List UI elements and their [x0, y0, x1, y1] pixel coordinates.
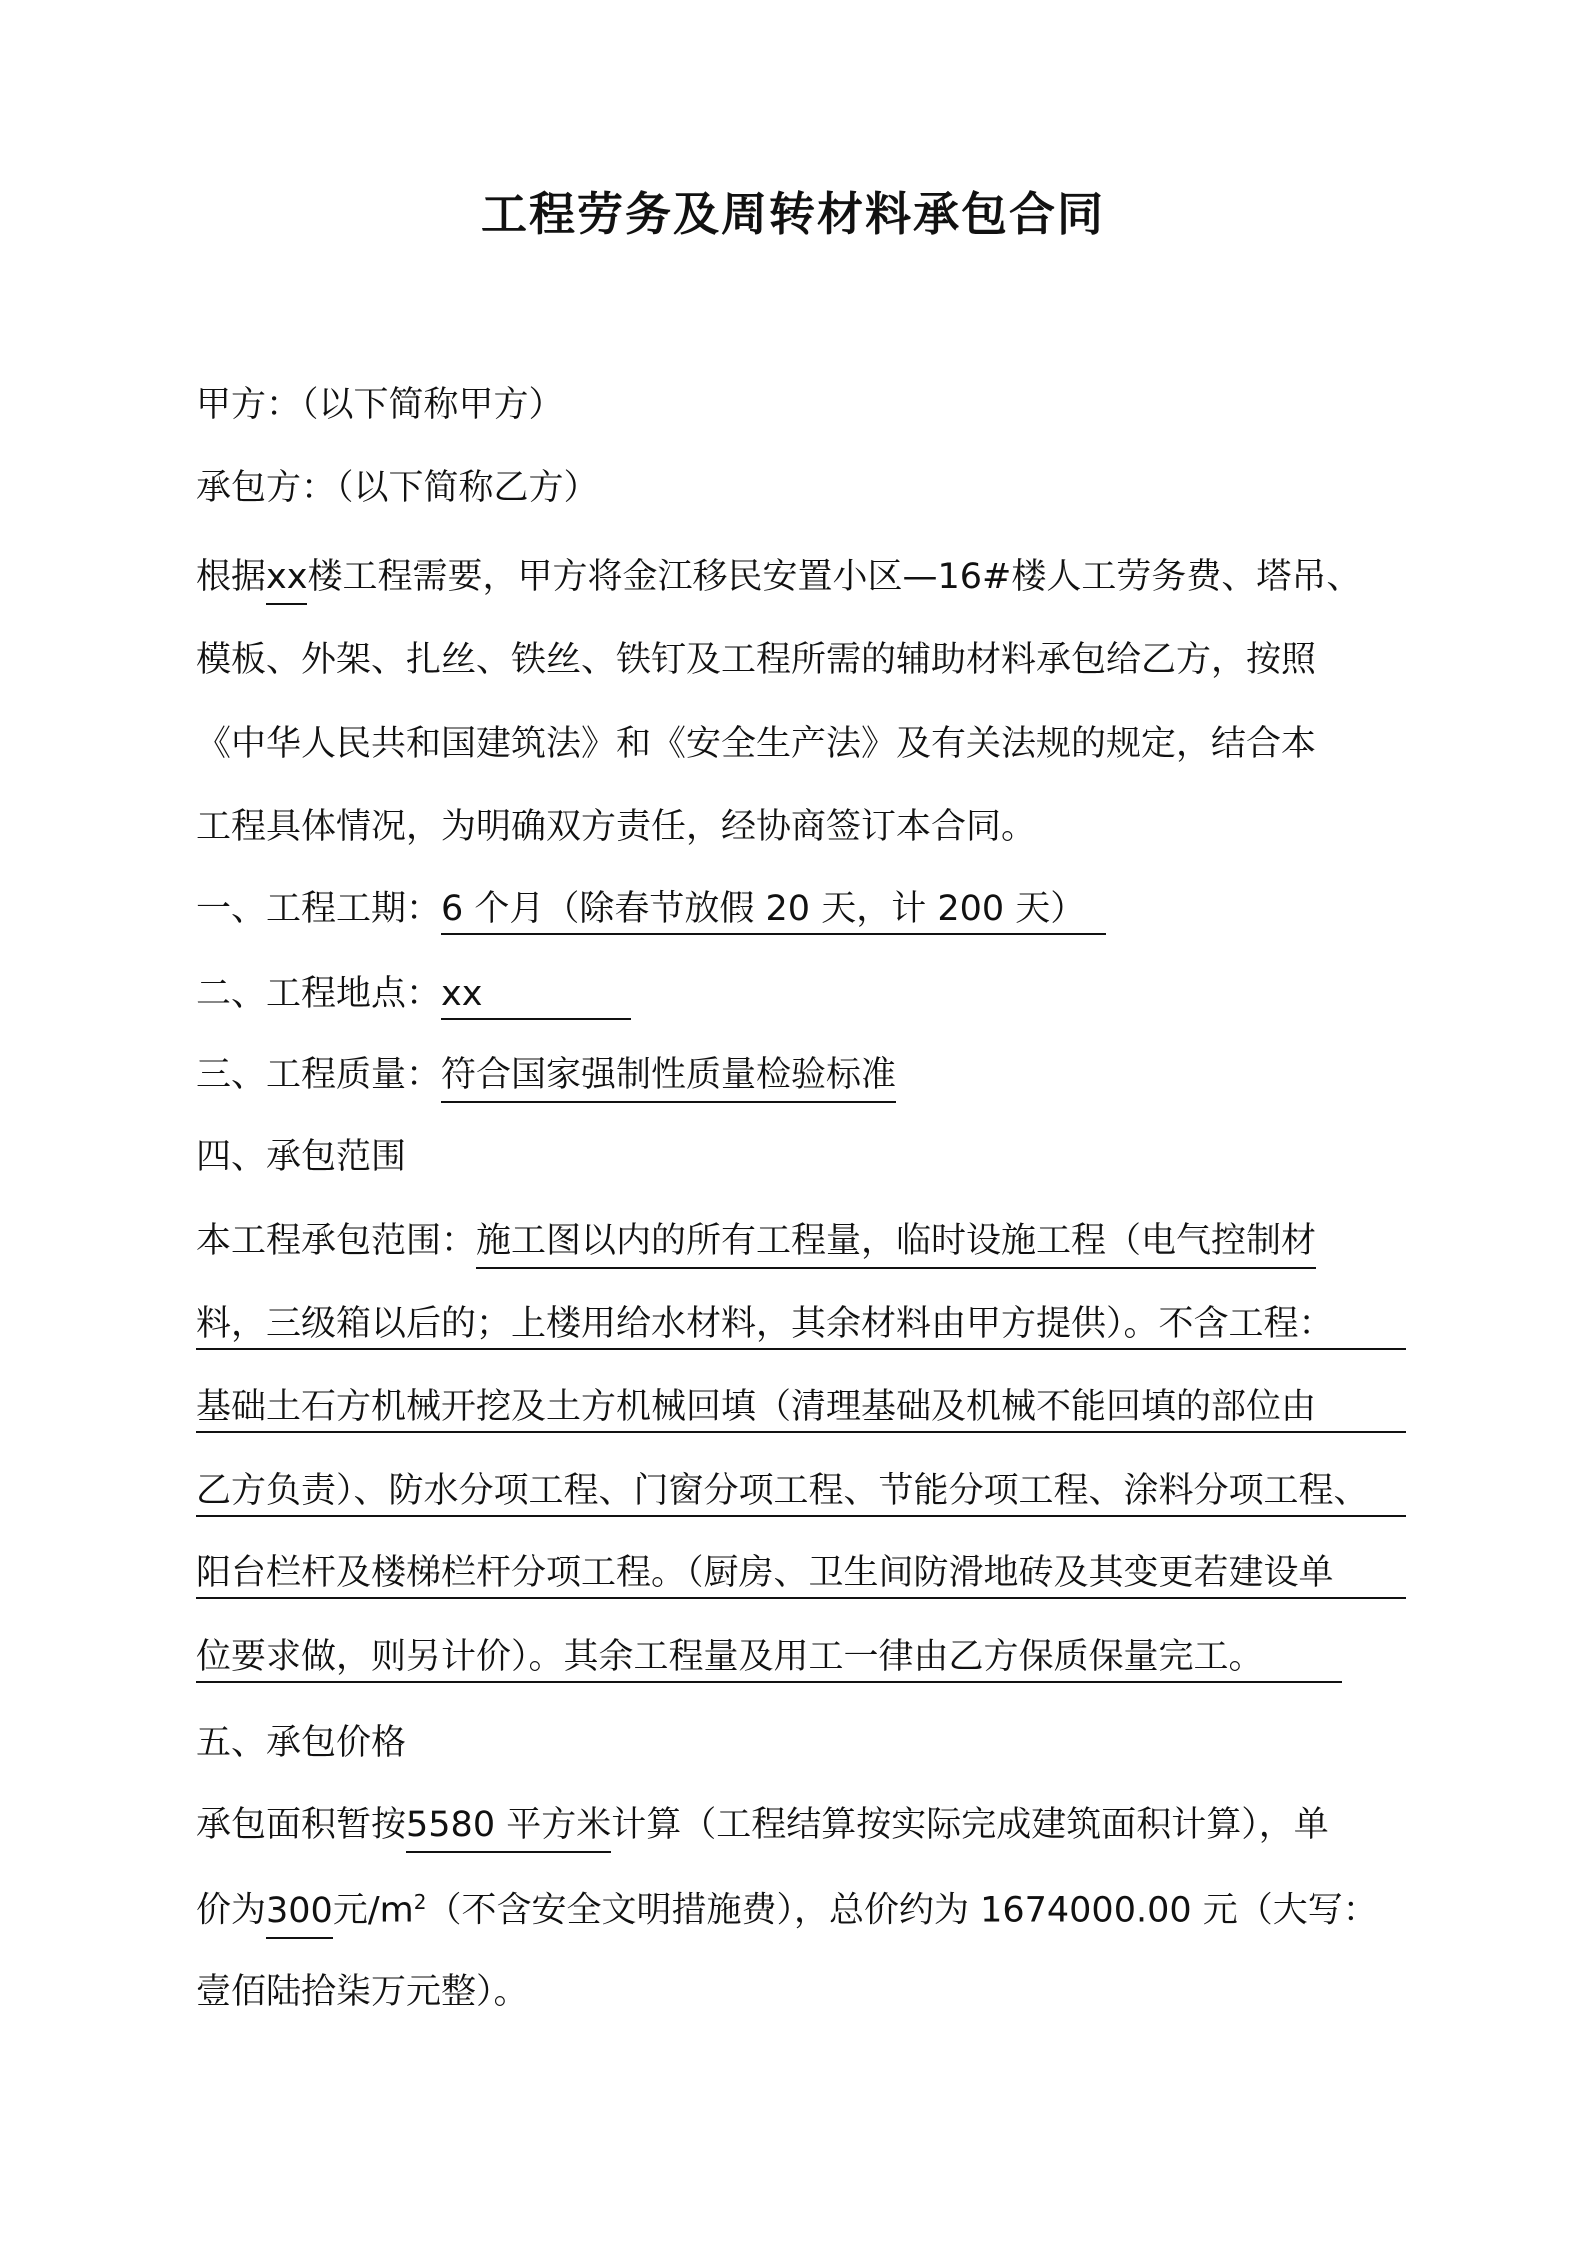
section-4-heading: 四、承包范围	[196, 1137, 407, 1177]
section-4-line-1	[196, 1221, 1406, 1261]
party-a-line: 甲方：（以下简称甲方）	[196, 385, 564, 425]
section-5-unit-sup: 2	[413, 1890, 427, 1914]
section-1-period	[196, 889, 1406, 935]
section-5-heading: 五、承包价格	[196, 1723, 407, 1763]
section-5-line-2	[196, 1892, 1406, 1929]
section-4-line-2-text: 料，三级箱以后的；上楼用给水材料，其余材料由甲方提供）。不含工程：	[196, 1307, 1406, 1350]
page-title: 工程劳务及周转材料承包合同	[481, 187, 1105, 241]
intro-line-1	[196, 557, 1406, 597]
section-4-line-5-text: 阳台栏杆及楼梯栏杆分项工程。（厨房、卫生间防滑地砖及其变更若建设单	[196, 1556, 1406, 1599]
section-5-line-3: 壹佰陆拾柒万元整）。	[196, 1972, 529, 2012]
section-5-price-prefix: 价为	[196, 1890, 267, 1931]
intro-line-1-rest: 楼工程需要，甲方将金江移民安置小区—16#楼人工劳务费、塔吊、	[307, 557, 1362, 597]
section-1-value: 6 个月（除春节放假 20 天，计 200 天）	[441, 892, 1106, 935]
section-4-line-5	[196, 1553, 1406, 1599]
section-5-area-prefix: 承包面积暂按	[196, 1805, 407, 1845]
section-1-label: 一、工程工期：	[196, 889, 442, 929]
intro-prefix: 根据	[196, 557, 267, 597]
intro-line-3: 《中华人民共和国建筑法》和《安全生产法》及有关法规的规定，结合本	[196, 724, 1317, 764]
section-3-label: 三、工程质量：	[196, 1055, 442, 1095]
section-3-quality	[196, 1055, 1406, 1095]
section-5-unit: 元/m	[332, 1890, 414, 1931]
section-4-line-3-text: 基础土石方机械开挖及土方机械回填（清理基础及机械不能回填的部位由	[196, 1390, 1406, 1433]
intro-line-2: 模板、外架、扎丝、铁丝、铁钉及工程所需的辅助材料承包给乙方，按照	[196, 640, 1317, 680]
section-3-value: 符合国家强制性质量检验标准	[441, 1055, 896, 1103]
section-4-line-2	[196, 1304, 1406, 1350]
section-5-unit-price: 300	[266, 1891, 333, 1939]
section-5-area-value: 5580 平方米	[406, 1805, 611, 1853]
section-5-line-1	[196, 1805, 1406, 1845]
section-4-line-6	[196, 1637, 1406, 1683]
section-4-line-1-text: 施工图以内的所有工程量，临时设施工程（电气控制材	[476, 1221, 1316, 1269]
section-4-line-4-text: 乙方负责）、防水分项工程、门窗分项工程、节能分项工程、涂料分项工程、	[196, 1474, 1406, 1517]
intro-line-4: 工程具体情况，为明确双方责任，经协商签订本合同。	[196, 807, 1037, 847]
section-4-line-4	[196, 1471, 1406, 1517]
section-5-area-rest: 计算（工程结算按实际完成建筑面积计算），单	[611, 1805, 1329, 1845]
intro-project-field: xx	[266, 557, 307, 605]
section-4-label: 本工程承包范围：	[196, 1221, 477, 1261]
section-4-line-3	[196, 1387, 1406, 1433]
party-b-line: 承包方：（以下简称乙方）	[196, 468, 599, 508]
section-2-location	[196, 974, 1406, 1020]
section-2-value: xx	[441, 977, 631, 1020]
section-2-label: 二、工程地点：	[196, 974, 442, 1014]
section-5-price-rest: （不含安全文明措施费），总价约为 1674000.00 元（大写：	[426, 1890, 1378, 1931]
section-4-line-6-text: 位要求做，则另计价）。其余工程量及用工一律由乙方保质保量完工。	[196, 1640, 1342, 1683]
